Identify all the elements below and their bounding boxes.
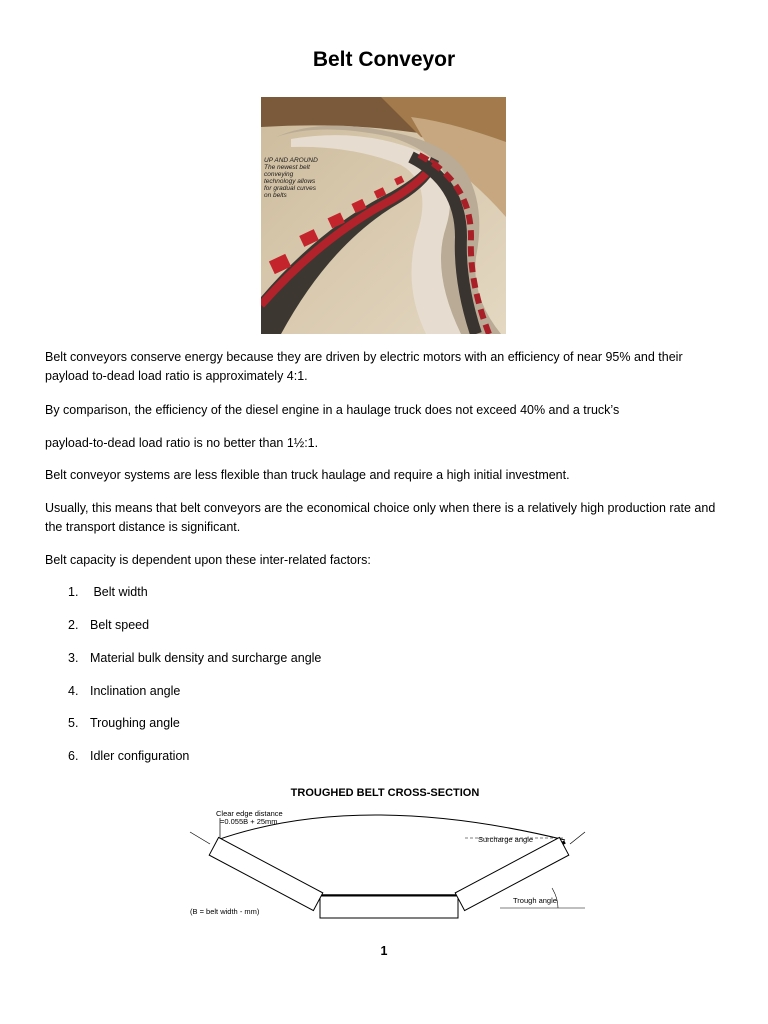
conveyor-photo (261, 97, 506, 334)
photo-caption-line: for gradual curves (264, 185, 317, 192)
photo-caption-line: The newest belt (264, 164, 310, 171)
list-number: 4. (68, 684, 79, 698)
list-item (68, 716, 180, 730)
list-label: Inclination angle (90, 684, 181, 698)
paragraph: payload-to-dead load ratio is no better than 1½:1. (45, 436, 319, 450)
list-number: 3. (68, 651, 79, 665)
surcharge-angle-label: Surcharge angle (478, 835, 534, 844)
page-number: 1 (380, 944, 388, 958)
list-item (68, 585, 148, 599)
list-number: 2. (68, 618, 79, 632)
list-label: Troughing angle (90, 716, 180, 730)
diagram-title: TROUGHED BELT CROSS-SECTION (290, 787, 480, 799)
photo-caption-line: technology allows (264, 178, 316, 185)
photo-caption-line: UP AND AROUND (264, 157, 318, 164)
paragraph: Belt conveyor systems are less flexible than truck haulage and require a high initial investment. (45, 468, 570, 482)
paragraph: Belt conveyors conserve energy because they are driven by electric motors with an efficiency of near 95% and their payload to-dead load ratio is approximately 4:1. (45, 350, 683, 383)
paragraph: By comparison, the efficiency of the diesel engine in a haulage truck does not exceed 40% and a truck’s (45, 403, 620, 417)
list-item (68, 651, 321, 665)
list-label: Material bulk density and surcharge angle (90, 651, 322, 665)
conveyor-photo-illustration (261, 97, 506, 334)
list-item (68, 684, 180, 698)
paragraph: Usually, this means that belt conveyors are the economical choice only when there is a relatively high production rate and the transport distance is significant. (45, 501, 716, 534)
trough-angle-label: Trough angle (513, 896, 557, 905)
list-number: 6. (68, 749, 79, 763)
list-item (68, 749, 189, 763)
list-label: Belt speed (90, 618, 150, 632)
list-number: 1. (68, 585, 79, 599)
clear-edge-formula: =0.055B + 25mm (220, 817, 278, 826)
list-label: Idler configuration (90, 749, 190, 763)
list-number: 5. (68, 716, 79, 730)
photo-caption-line: conveying (264, 171, 294, 178)
list-item (68, 618, 149, 632)
clear-edge-label: Clear edge distance (216, 809, 283, 818)
page-title: Belt Conveyor (312, 48, 456, 71)
paragraph: Belt capacity is dependent upon these inter-related factors: (45, 553, 371, 567)
troughed-belt-diagram (180, 780, 590, 930)
photo-caption-line: on belts (264, 192, 287, 199)
belt-width-label: (B = belt width - mm) (190, 907, 260, 916)
list-label: Belt width (90, 585, 148, 599)
